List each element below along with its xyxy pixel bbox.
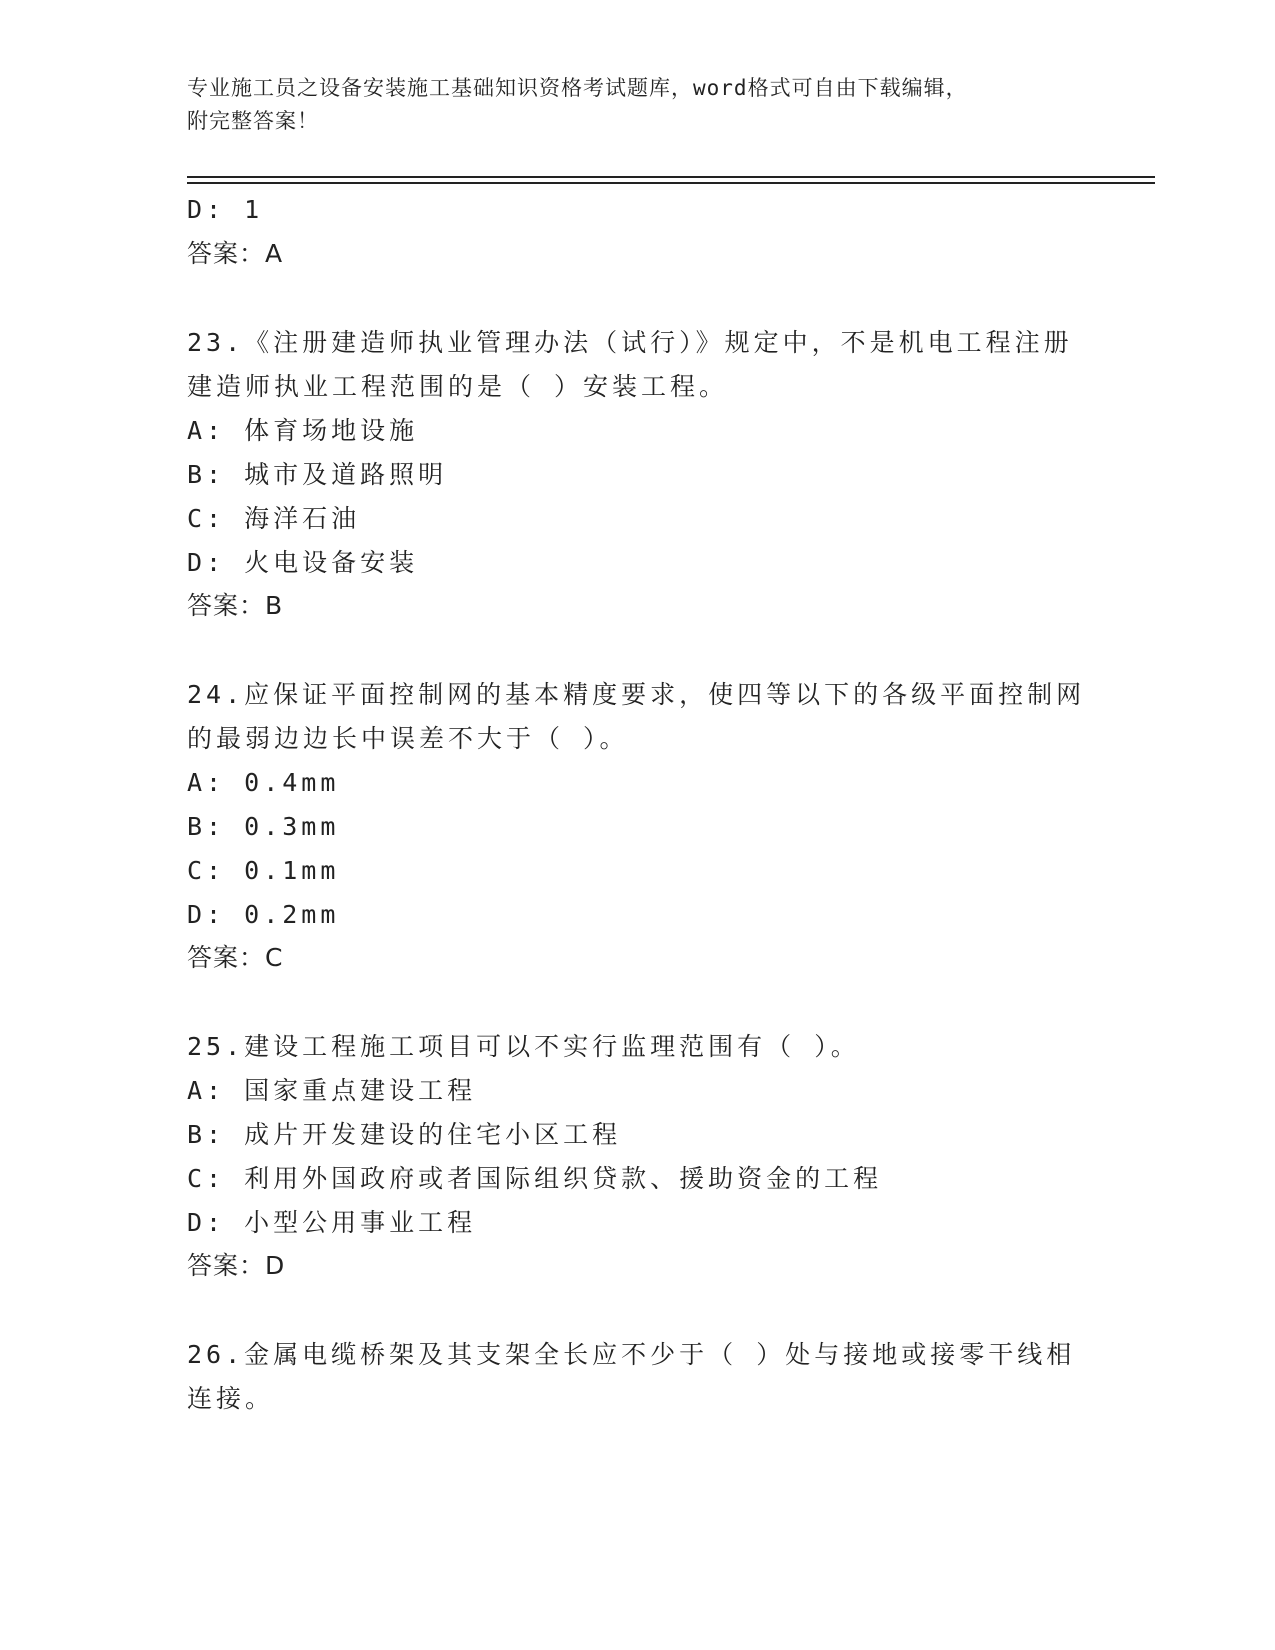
header-divider-bottom [187,182,1155,184]
question-23-answer: 答案：B [187,591,284,620]
question-23-stem-line-2: 建造师执业工程范围的是（ ）安装工程。 [187,372,729,401]
question-25-option-a: A: 国家重点建设工程 [187,1076,477,1105]
question-23-stem-line-1: 23.《注册建造师执业管理办法（试行）》规定中，不是机电工程注册 [187,328,1073,357]
question-25-option-d: D: 小型公用事业工程 [187,1208,477,1237]
question-24-option-a: A: 0.4mm [187,768,340,797]
question-25-option-b: B: 成片开发建设的住宅小区工程 [187,1120,622,1149]
option-d: D: 1 [187,195,264,224]
question-24-option-d: D: 0.2mm [187,900,340,929]
question-26-stem-line-2: 连接。 [187,1384,275,1413]
question-24-stem-line-1: 24.应保证平面控制网的基本精度要求，使四等以下的各级平面控制网 [187,680,1086,709]
question-23-option-a: A: 体育场地设施 [187,416,419,445]
question-24-stem-line-2: 的最弱边边长中误差不大于（ ）。 [187,724,629,753]
question-24-option-b: B: 0.3mm [187,812,340,841]
question-24-answer: 答案：C [187,943,284,972]
question-23-option-c: C: 海洋石油 [187,504,361,533]
question-26-stem-line-1: 26.金属电缆桥架及其支架全长应不少于（ ）处与接地或接零干线相 [187,1340,1076,1369]
question-25-option-c: C: 利用外国政府或者国际组织贷款、援助资金的工程 [187,1164,883,1193]
question-23-option-d: D: 火电设备安装 [187,548,419,577]
answer: 答案：A [187,239,284,268]
question-25-answer: 答案：D [187,1251,286,1280]
question-24-option-c: C: 0.1mm [187,856,340,885]
question-23-option-b: B: 城市及道路照明 [187,460,448,489]
question-25-stem: 25.建设工程施工项目可以不实行监理范围有（ ）。 [187,1032,860,1061]
header-title-line-1: 专业施工员之设备安装施工基础知识资格考试题库，word格式可自由下载编辑， [187,76,968,100]
header-title-line-2: 附完整答案！ [187,109,319,133]
header-divider-top [187,176,1155,178]
document-header [187,72,1087,138]
